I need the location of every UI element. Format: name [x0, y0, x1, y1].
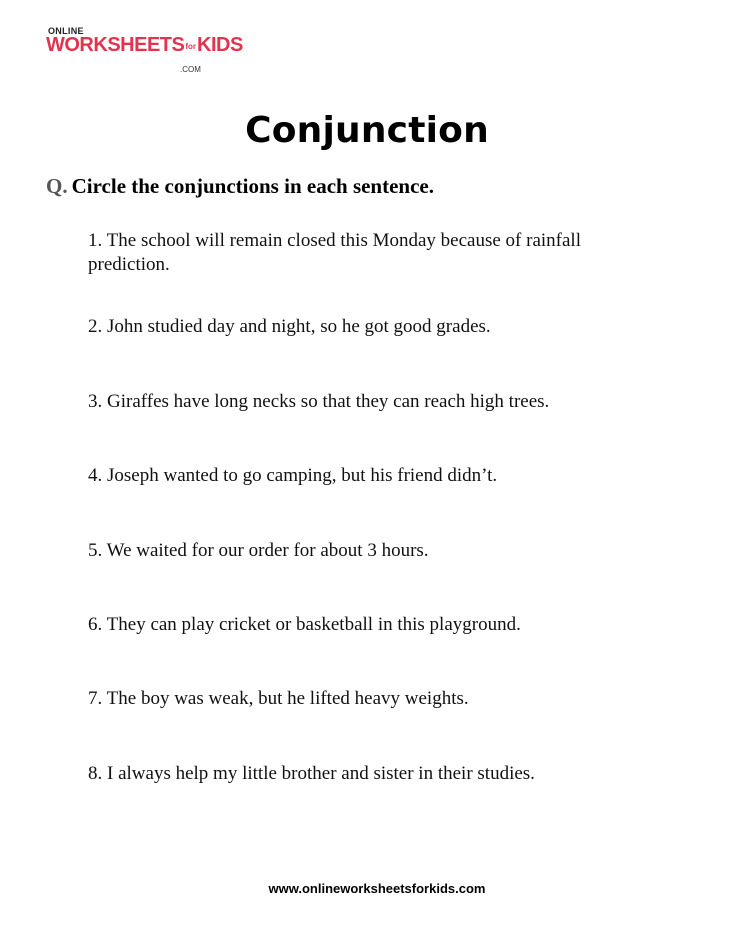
- sentence-item-5: 5. We waited for our order for about 3 hours.: [88, 540, 429, 561]
- question-prefix: Q.: [46, 174, 68, 198]
- worksheet-title: Conjunction: [245, 110, 489, 151]
- sentence-item-7: 7. The boy was weak, but he lifted heavy weights.: [88, 688, 469, 709]
- logo-online-text: ONLINE: [48, 26, 84, 36]
- sentence-item-8: 8. I always help my little brother and sister in their studies.: [88, 763, 535, 784]
- logo-com-text: .COM: [180, 65, 201, 74]
- sentence-item-2: 2. John studied day and night, so he got good grades.: [88, 316, 491, 337]
- question-text: Circle the conjunctions in each sentence.: [71, 174, 434, 198]
- site-logo[interactable]: [46, 26, 243, 78]
- sentence-item-6: 6. They can play cricket or basketball in this playground.: [88, 614, 521, 635]
- footer-url[interactable]: www.onlineworksheetsforkids.com: [268, 881, 486, 896]
- sentence-item-3: 3. Giraffes have long necks so that they can reach high trees.: [88, 391, 550, 412]
- sentence-item-1: 1. The school will remain closed this Monday because of rainfall prediction.: [88, 230, 581, 275]
- logo-worksheets-text: WORKSHEETS: [46, 34, 185, 56]
- question-instruction: [46, 174, 434, 199]
- sentence-item-4: 4. Joseph wanted to go camping, but his friend didn’t.: [88, 465, 498, 486]
- logo-kids-text: KIDS: [197, 34, 243, 56]
- logo-wordmark: [46, 35, 243, 55]
- logo-for-text: for: [185, 42, 197, 51]
